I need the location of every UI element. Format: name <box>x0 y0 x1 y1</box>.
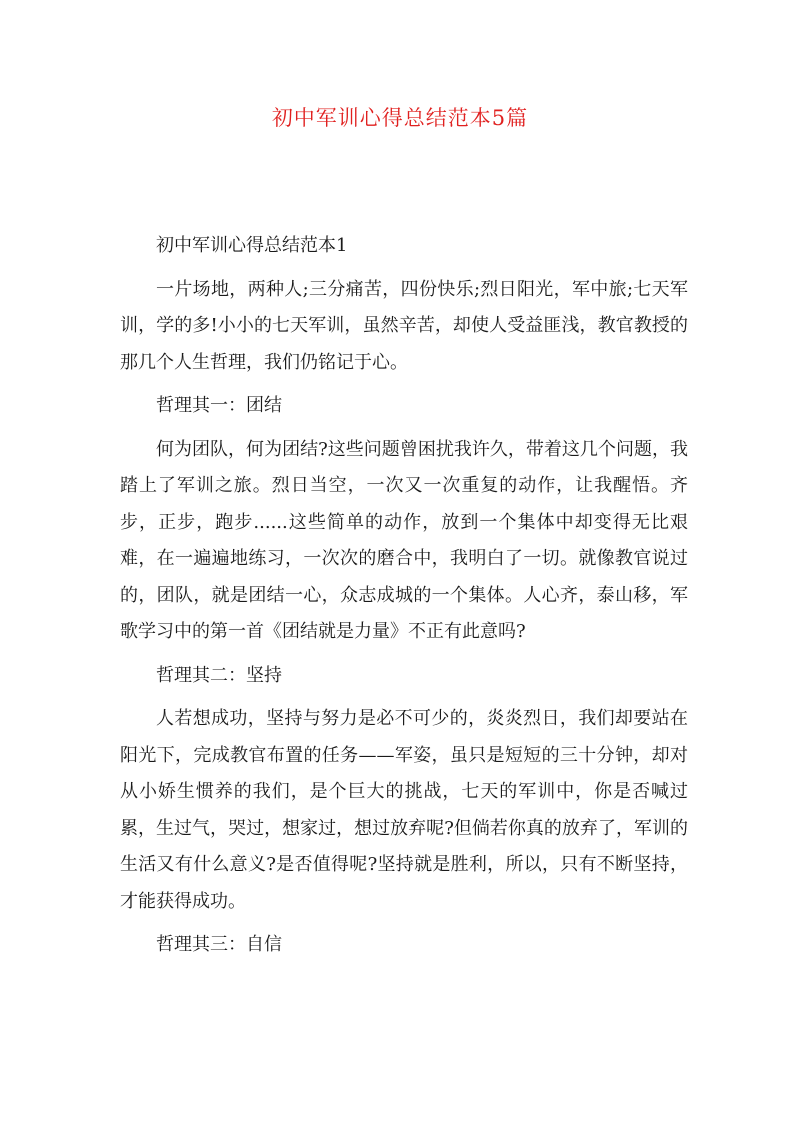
subheading: 哲理其三：自信 <box>156 934 282 955</box>
paragraph: 人若想成功，坚持与努力是必不可少的，炎炎烈日，我们却要站在阳光下，完成教官布置的任务——军姿，虽只是短短的三十分钟，却对从小娇生惯养的我们，是个巨大的挑战，七天的军训中，你是否喊过累，生过气，哭过，想家过，想过放弃呢?但倘若你真的放弃了，军训的生活又有什么意义?是否值得呢?坚持就是胜利，所以，只有不断坚持，才能获得成功。 <box>120 708 688 912</box>
subheading: 哲理其二：坚持 <box>156 664 282 686</box>
paragraph: 何为团队，何为团结?这些问题曾困扰我许久，带着这几个问题，我踏上了军训之旅。烈日当空，一次又一次重复的动作，让我醒悟。齐步，正步，跑步......这些简单的动作，放到一个集体中却变得无比艰难，在一遍遍地练习，一次次的磨合中，我明白了一切。就像教官说过的，团队，就是团结一心，众志成城的一个集体。人心齐，泰山移，军歌学习中的第一首《团结就是力量》不正有此意吗? <box>120 438 688 642</box>
paragraph: 一片场地，两种人;三分痛苦，四份快乐;烈日阳光，军中旅;七天军训，学的多!小小的七天军训，虽然辛苦，却使人受益匪浅，教官教授的那几个人生哲理，我们仍铭记于心。 <box>120 278 688 373</box>
section-heading: 初中军训心得总结范本1 <box>156 235 348 256</box>
subheading: 哲理其一：团结 <box>156 395 282 416</box>
document-title: 初中军训心得总结范本5篇 <box>271 106 529 130</box>
document-body <box>120 228 688 971</box>
